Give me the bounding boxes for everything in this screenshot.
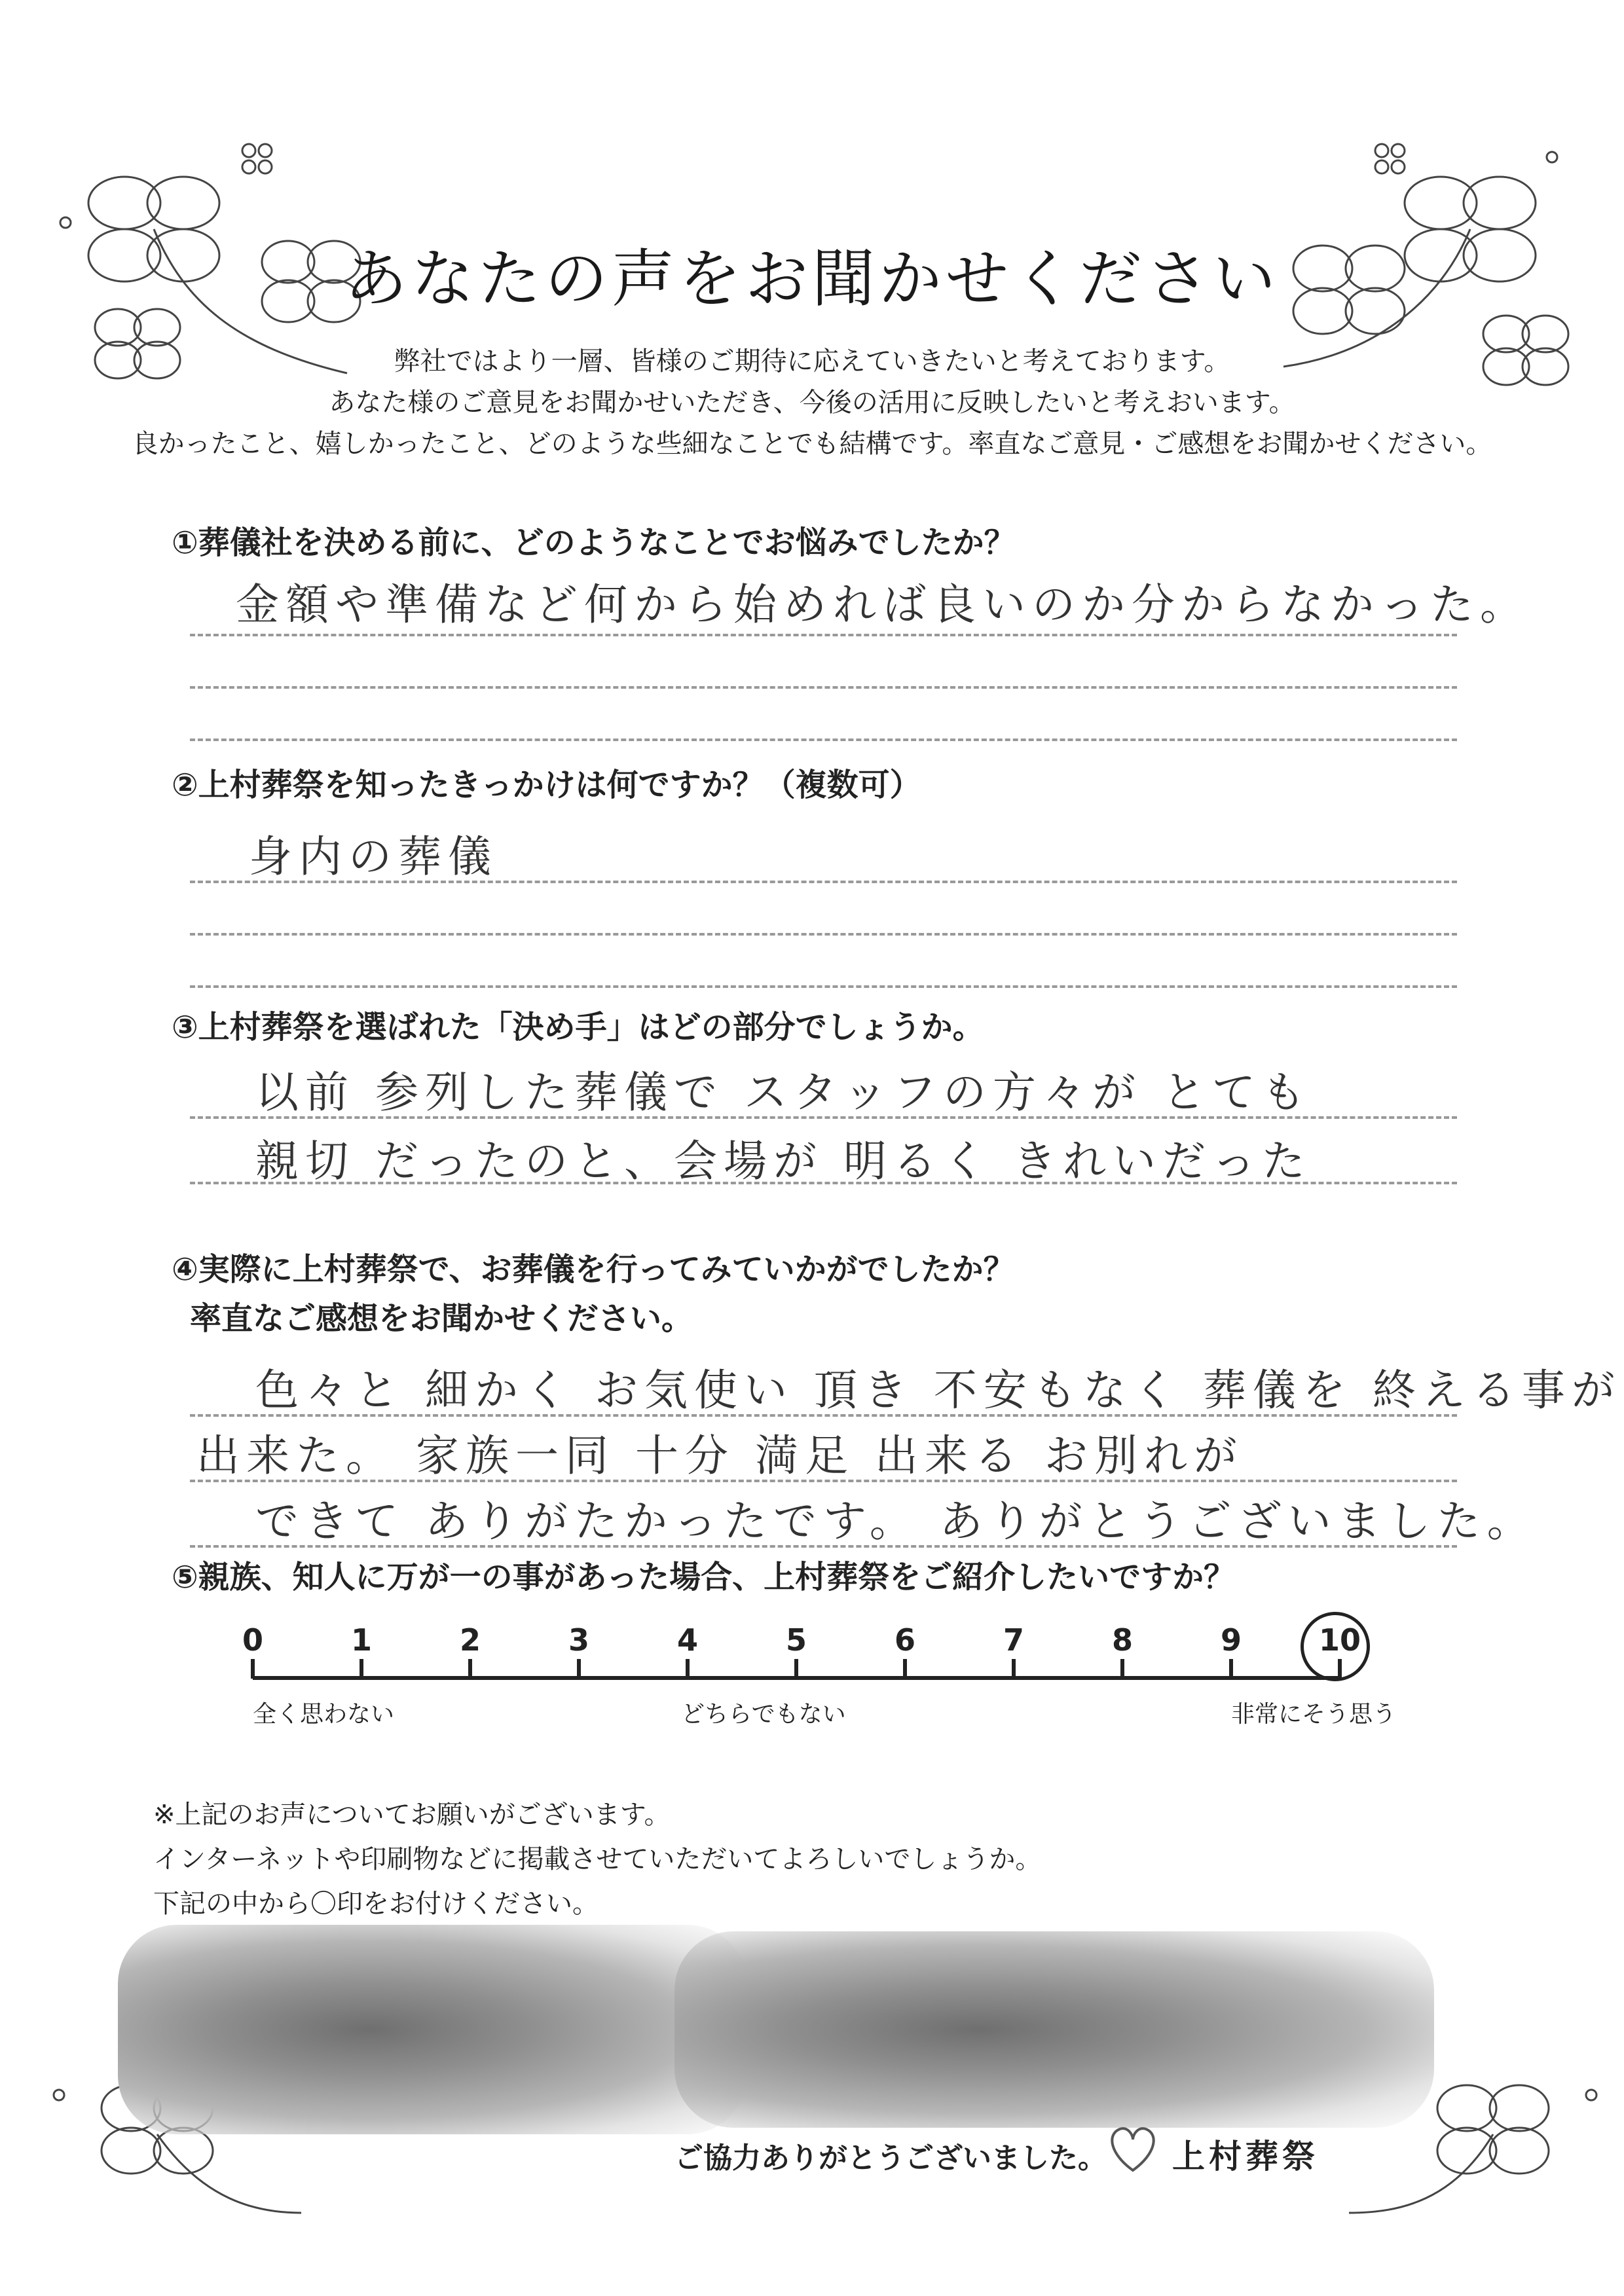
scale-number[interactable]: 4: [676, 1622, 698, 1658]
scale-number[interactable]: 10: [1318, 1622, 1361, 1658]
answer-line: [190, 1116, 1457, 1119]
scale-label-low: 全く思わない: [253, 1701, 395, 1728]
answer-line: [190, 1182, 1457, 1184]
intro-line: 良かったこと、嬉しかったこと、どのような些細なことでも結構です。率直なご意見・ご感想をお聞かせください。: [132, 429, 1492, 459]
scale-tick: [686, 1659, 690, 1679]
scale-number[interactable]: 3: [568, 1622, 589, 1658]
question-4-answer-line[interactable]: 色々と 細かく お気使い 頂き 不安もなく 葬儀を 終える事が: [255, 1365, 1621, 1415]
company-logo: 上村葬祭: [1172, 2138, 1319, 2176]
note-line: ※上記のお声についてお願いがございます。: [153, 1800, 671, 1830]
scale-tick: [1012, 1659, 1016, 1679]
question-1-label: ①葬儀社を決める前に、どのようなことでお悩みでしたか？: [172, 524, 1016, 561]
redacted-area: [118, 1925, 747, 2134]
heart-logo-icon: [1100, 2115, 1166, 2180]
scale-tick: [794, 1659, 798, 1679]
intro-line: 弊社ではより一層、皆様のご期待に応えていきたいと考えております。: [394, 346, 1230, 376]
answer-line: [190, 686, 1457, 689]
note-line: 下記の中から〇印をお付けください。: [153, 1889, 599, 1919]
scale-number[interactable]: 5: [785, 1622, 807, 1658]
scale-tick: [468, 1659, 472, 1679]
scale-tick: [1229, 1659, 1233, 1679]
note-line: インターネットや印刷物などに掲載させていただいてよろしいでしょうか。: [153, 1844, 1042, 1874]
answer-line: [190, 634, 1457, 636]
scale-label-high: 非常にそう思う: [1231, 1701, 1397, 1728]
scale-tick: [1120, 1659, 1124, 1679]
question-3-answer-line[interactable]: 親切 だったのと、会場が 明るく きれいだった: [255, 1136, 1312, 1186]
question-4-sublabel: 率直なご感想をお聞かせください。: [190, 1300, 693, 1337]
question-4-answer-line[interactable]: 出来た。 家族一同 十分 満足 出来る お別れが: [196, 1430, 1244, 1481]
scale-label-mid: どちらでもない: [681, 1701, 846, 1728]
scale-number[interactable]: 9: [1220, 1622, 1242, 1658]
answer-line: [190, 1545, 1457, 1548]
scale-tick: [251, 1659, 255, 1679]
scale-number[interactable]: 2: [459, 1622, 481, 1658]
question-3-label: ③上村葬祭を選ばれた「決め手」はどの部分でしょうか。: [172, 1009, 984, 1046]
scale-tick: [577, 1659, 581, 1679]
answer-line: [190, 738, 1457, 741]
scale-tick: [360, 1659, 363, 1679]
question-2-answer[interactable]: 身内の葬儀: [249, 831, 498, 882]
answer-line: [190, 985, 1457, 988]
scale-number[interactable]: 7: [1003, 1622, 1024, 1658]
question-1-answer[interactable]: 金額や準備など何から始めれば良いのか分からなかった。: [236, 579, 1530, 630]
scale-number[interactable]: 1: [350, 1622, 372, 1658]
redacted-area: [674, 1931, 1434, 2128]
answer-line: [190, 1414, 1457, 1417]
question-4-answer-line[interactable]: できて ありがたかったです。 ありがとうございました。: [255, 1496, 1537, 1546]
question-2-label: ②上村葬祭を知ったきっかけは何ですか？（複数可）: [172, 767, 921, 803]
answer-line: [190, 1480, 1457, 1482]
answer-line: [190, 881, 1457, 883]
question-4-label: ④実際に上村葬祭で、お葬儀を行ってみていかがでしたか？: [172, 1251, 1015, 1288]
question-3-answer-line[interactable]: 以前 参列した葬儀で スタッフの方々が とても: [255, 1067, 1312, 1118]
scale-number[interactable]: 6: [894, 1622, 915, 1658]
intro-line: あなた様のご意見をお聞かせいただき、今後の活用に反映したいと考えおいます。: [329, 388, 1295, 418]
scale-tick: [903, 1659, 907, 1679]
answer-line: [190, 933, 1457, 936]
footer-thanks: ご協力ありがとうございました。: [674, 2141, 1107, 2175]
scale-number[interactable]: 8: [1111, 1622, 1133, 1658]
question-5-label: ⑤親族、知人に万が一の事があった場合、上村葬祭をご紹介したいですか？: [172, 1559, 1236, 1595]
scale-tick: [1338, 1659, 1342, 1679]
page-title: あなたの声をお聞かせください: [344, 242, 1280, 316]
scale-number[interactable]: 0: [242, 1622, 263, 1658]
